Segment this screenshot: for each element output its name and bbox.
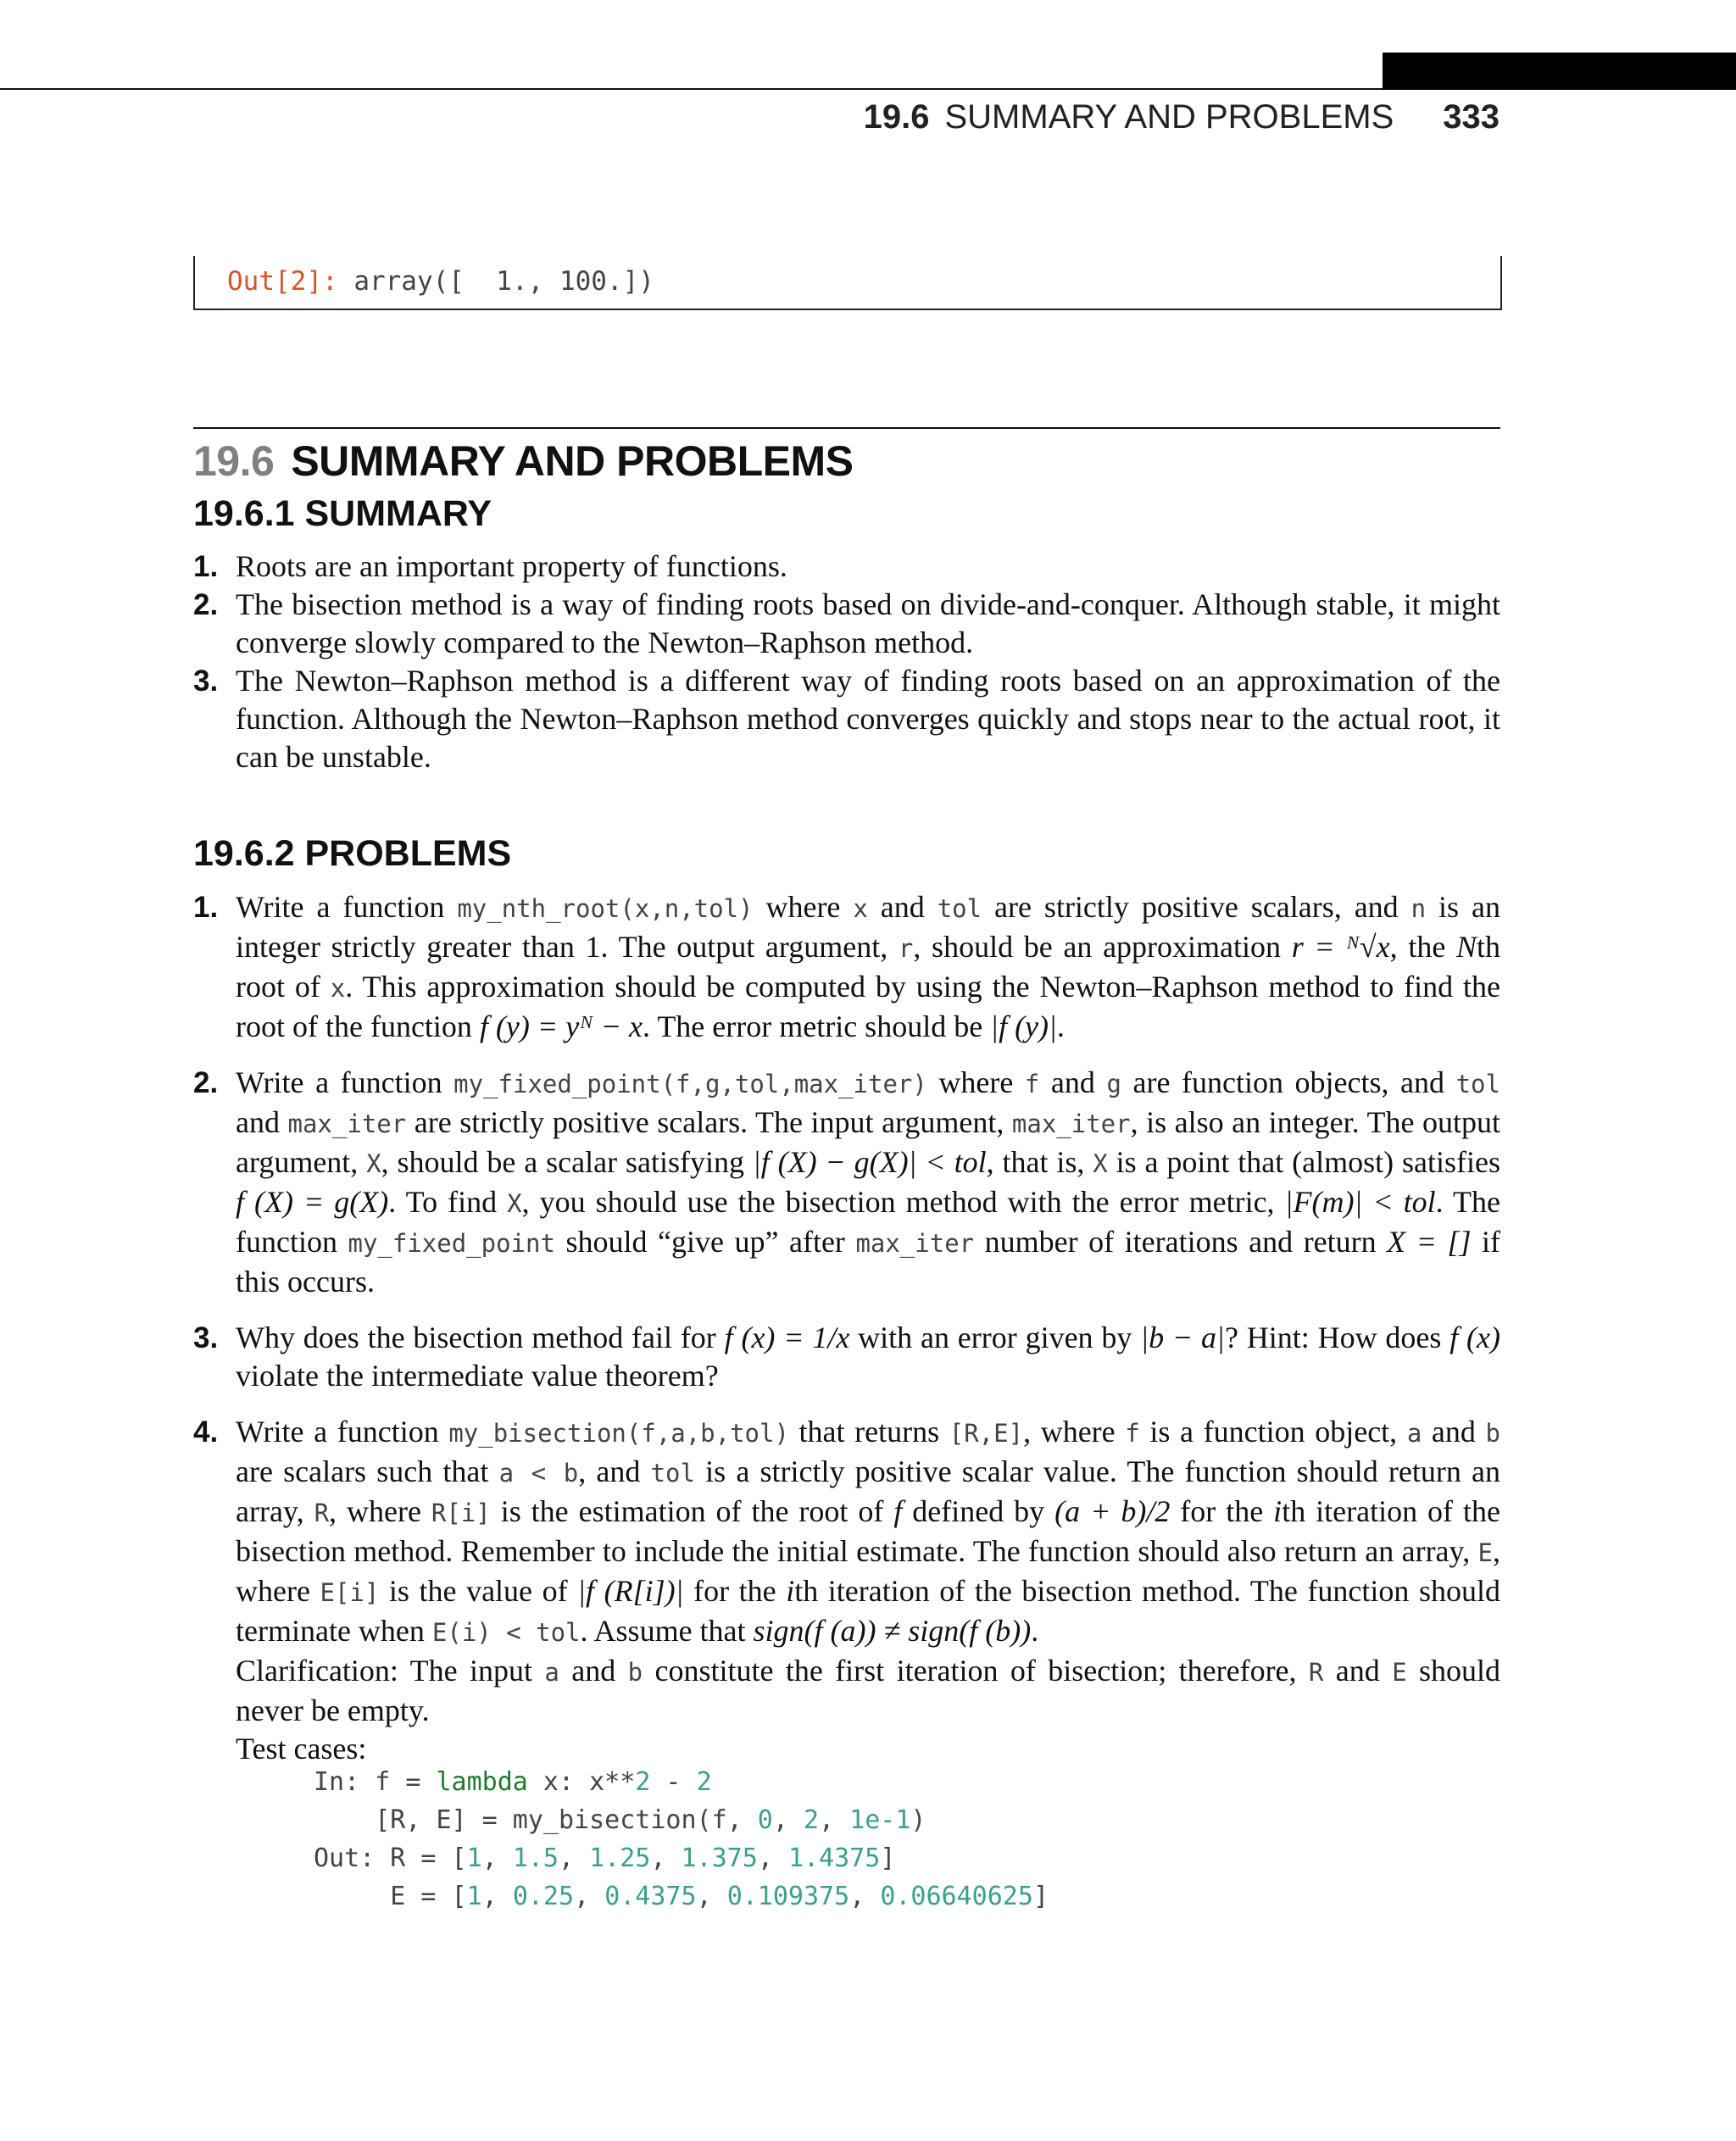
out-label: Out[2]: bbox=[227, 266, 338, 297]
header-block bbox=[1383, 53, 1736, 90]
list-item: 2. The bisection method is a way of finding roots based on divide-and-conquer. Although stable, it might converge slowly compared to the Newton–Raphson method. bbox=[193, 587, 1500, 659]
list-item: 3. The Newton–Raphson method is a different way of finding roots based on an approximation of the function. Although the Newton–Raphson method converges quickly and stops near to the actual root, it can be unstable. bbox=[193, 664, 1500, 774]
problem-4: 4. Write a function my_bisection(f,a,b,tol) that returns [R,E], where f is a function object, a and b are scalars such that a < b, and tol is a strictly positive scalar value. The function should return an array, R, where R[i] is the estimation of the root of f defined by (a + b)/2 for the ith iteration of the bisection method. Remember to include the initial estimate. The function should also return an array, E, where E[i] is the value of |f (R[i])| for the ith iteration of the bisection method. The function should terminate when E(i) < tol. Assume that sign(f (a)) ≠ sign(f (b)). Clarification: The input a and b constitute the first iteration of bisection; therefore, R and E should never be empty. Test cases: bbox=[193, 1415, 1501, 1766]
test-cases-label: Test cases: bbox=[236, 1732, 367, 1766]
code-output-box bbox=[193, 256, 1502, 310]
section-rule bbox=[193, 427, 1500, 429]
problems-heading: 19.6.2 PROBLEMS bbox=[193, 833, 512, 874]
code-example: In: f = lambda x: x**2 - 2 [R, E] = my_bisection(f, 0, 2, 1e-1) Out: R = [1, 1.5, 1.25, 1.375, 1.4375] E = [1, 0.25, 0.4375, 0.109375, 0.06640625] bbox=[314, 1767, 1049, 1911]
section-heading bbox=[193, 437, 854, 486]
header-section-number: 19.6 bbox=[863, 97, 930, 136]
page-number: 333 bbox=[1443, 97, 1500, 136]
summary-list bbox=[193, 548, 1500, 776]
problem-2: 2. Write a function my_fixed_point(f,g,tol,max_iter) where f and g are function objects, and tol and max_iter are strictly positive scalars. The input argument, max_iter, is also an integer. The output argument, X, should be a scalar satisfying |f (X) − g(X)| < tol, that is, X is a point that (almost) satisfies f (X) = g(X). To find X, you should use the bisection method with the error metric, |F(m)| < tol. The function my_fixed_point should “give up” after max_iter number of iterations and return X = [] if this occurs. bbox=[193, 1065, 1501, 1299]
summary-heading: 19.6.1 SUMMARY bbox=[193, 493, 492, 534]
problems-list bbox=[193, 888, 1500, 1768]
problem-3: 3. Why does the bisection method fail for f (x) = 1/x with an error given by |b − a|? Hint: How does f (x) violate the intermediate value theorem? bbox=[193, 1321, 1501, 1393]
out-value: array([ 1., 100.]) bbox=[337, 266, 654, 297]
list-item: 1. Roots are an important property of functions. bbox=[193, 549, 787, 583]
section-title: SUMMARY AND PROBLEMS bbox=[291, 437, 854, 485]
problem-1: 1. Write a function my_nth_root(x,n,tol) where x and tol are strictly positive scalars, and n is an integer strictly greater than 1. The output argument, r, should be an approximation r = ᴺ√x, the Nth root of x. This approximation should be computed by using the Newton–Raphson method to find the root of the function f (y) = yᴺ − x. The error metric should be |f (y)|. bbox=[193, 890, 1501, 1043]
header-section-title: SUMMARY AND PROBLEMS bbox=[944, 97, 1394, 136]
running-header bbox=[864, 92, 1500, 142]
section-number: 19.6 bbox=[193, 437, 275, 485]
